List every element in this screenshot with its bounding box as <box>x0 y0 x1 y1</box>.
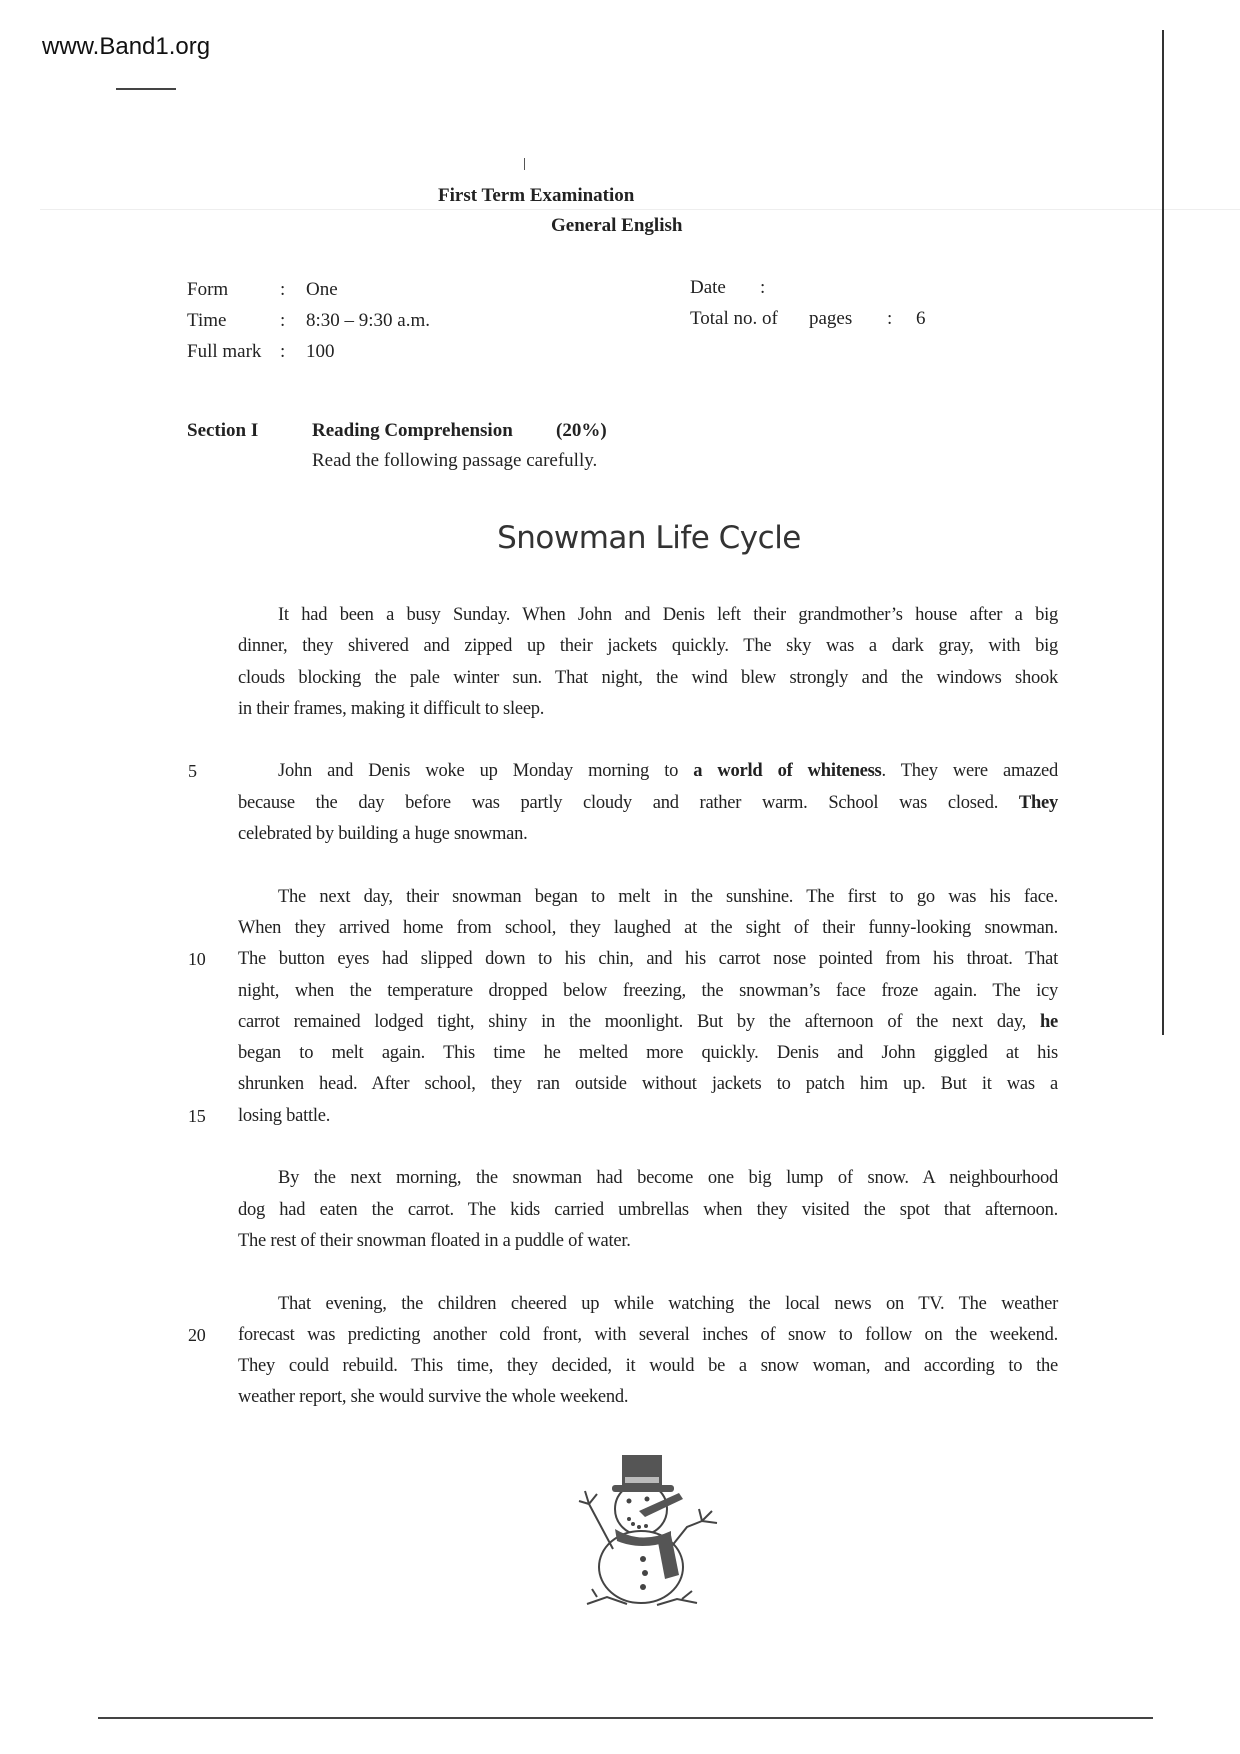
section-name: Reading Comprehension <box>312 420 513 441</box>
pages-label-2: pages <box>809 308 853 329</box>
scan-artifact-line <box>40 209 1240 210</box>
text-run: It had been a busy Sunday. When John and Denis left their grandmother’s house after a big <box>278 605 1058 625</box>
text-run: dog had eaten the carrot. The kids carried umbrellas when they visited the spot that afternoon. <box>238 1199 1058 1220</box>
pen-mark <box>116 88 176 90</box>
form-label: Form <box>187 279 229 300</box>
text-run: They could rebuild. This time, they decided, it would be a snow woman, and according to the <box>238 1356 1058 1377</box>
text-run: By the next morning, the snowman had become one big lump of snow. A neighbourhood <box>278 1168 1058 1189</box>
form-colon: : <box>280 279 286 300</box>
section-instruction: Read the following passage carefully. <box>312 450 598 471</box>
passage-line <box>238 1195 1058 1226</box>
passage-line <box>238 882 1058 913</box>
text-run: because the day before was partly cloudy and rather warm. School was closed. <box>238 792 1019 813</box>
snowman-illustration <box>567 1449 732 1609</box>
passage-line <box>238 1163 1058 1194</box>
passage-line <box>238 663 1058 694</box>
paragraph <box>188 756 1058 850</box>
line-number: 5 <box>188 761 197 782</box>
section-weight: (20%) <box>556 420 607 441</box>
text-run: The next day, their snowman began to melt in the sunshine. The first to go was his face. <box>278 886 1058 907</box>
text-run: The button eyes had slipped down to his chin, and his carrot nose pointed from his throat. That <box>238 949 1058 970</box>
scan-mark <box>524 158 525 170</box>
line-number: 10 <box>188 949 206 970</box>
pages-label: Total no. of <box>690 308 778 329</box>
passage-line <box>238 600 1058 631</box>
passage-line <box>238 1226 1058 1257</box>
time-colon: : <box>280 310 286 331</box>
passage-line <box>238 819 1058 850</box>
passage-line <box>238 1382 1058 1413</box>
paragraph <box>188 882 1058 1132</box>
exam-title: First Term Examination <box>438 185 635 206</box>
exam-subject: General English <box>551 215 683 236</box>
time-value: 8:30 – 9:30 a.m. <box>306 310 431 331</box>
passage-line <box>188 944 1058 975</box>
text-run: The rest of their snowman floated in a puddle of water. <box>238 1230 631 1251</box>
text-run: forecast was predicting another cold front, with several inches of snow to follow on the weekend. <box>238 1324 1058 1345</box>
passage-line <box>238 1351 1058 1382</box>
date-label: Date <box>690 277 726 298</box>
time-label: Time <box>187 310 227 331</box>
bottom-rule <box>98 1717 1153 1719</box>
passage-line <box>238 913 1058 944</box>
text-run: began to melt again. This time he melted more quickly. Denis and John giggled at his <box>238 1043 1058 1064</box>
paragraph <box>188 1289 1058 1414</box>
text-run: clouds blocking the pale winter sun. That night, the wind blew strongly and the windows shook <box>238 667 1058 688</box>
text-run: carrot remained lodged tight, shiny in the moonlight. But by the afternoon of the next day, <box>238 1011 1040 1032</box>
text-run: night, when the temperature dropped below freezing, the snowman’s face froze again. The icy <box>238 980 1058 1001</box>
watermark-site-url: www.Band1.org <box>42 33 211 60</box>
pages-colon: : <box>887 308 893 329</box>
passage-line <box>188 756 1058 787</box>
passage-line <box>238 788 1058 819</box>
paragraph <box>238 600 1058 725</box>
text-run: When they arrived home from school, they laughed at the sight of their funny-looking snowman. <box>238 917 1058 938</box>
passage-line <box>238 1069 1058 1100</box>
line-number: 20 <box>188 1324 206 1345</box>
text-run: losing battle. <box>238 1105 331 1126</box>
bold-text: They <box>1018 792 1058 813</box>
passage-line <box>238 976 1058 1007</box>
passage-line <box>188 1101 1058 1132</box>
fullmark-value: 100 <box>306 341 335 362</box>
text-run: in their frames, making it difficult to sleep. <box>238 698 545 719</box>
passage-line <box>238 1007 1058 1038</box>
section-label: Section I <box>187 420 259 441</box>
bold-text: a world of whiteness <box>693 761 882 782</box>
fullmark-label: Full mark <box>187 341 262 362</box>
form-value: One <box>306 279 338 300</box>
paragraph <box>238 1163 1058 1257</box>
line-number: 15 <box>188 1105 206 1126</box>
bold-text: he <box>1040 1011 1058 1032</box>
text-run: dinner, they shivered and zipped up their jackets quickly. The sky was a dark gray, with big <box>238 636 1058 657</box>
passage-line <box>238 631 1058 662</box>
passage-line <box>188 1320 1058 1351</box>
text-run: John and Denis woke up Monday morning to <box>278 761 694 782</box>
passage-title: Snowman Life Cycle <box>497 520 801 556</box>
passage-line <box>238 694 1058 725</box>
text-run: weather report, she would survive the whole weekend. <box>238 1387 629 1408</box>
text-run: celebrated by building a huge snowman. <box>238 824 528 845</box>
date-colon: : <box>760 277 766 298</box>
text-run: That evening, the children cheered up while watching the local news on TV. The weather <box>278 1293 1058 1314</box>
fullmark-colon: : <box>280 341 286 362</box>
passage-line <box>238 1289 1058 1320</box>
pages-value: 6 <box>916 308 926 329</box>
text-run: shrunken head. After school, they ran outside without jackets to patch him up. But it was a <box>238 1074 1058 1095</box>
passage-line <box>238 1038 1058 1069</box>
passage <box>188 600 1058 1414</box>
text-run: . They were amazed <box>881 761 1058 782</box>
